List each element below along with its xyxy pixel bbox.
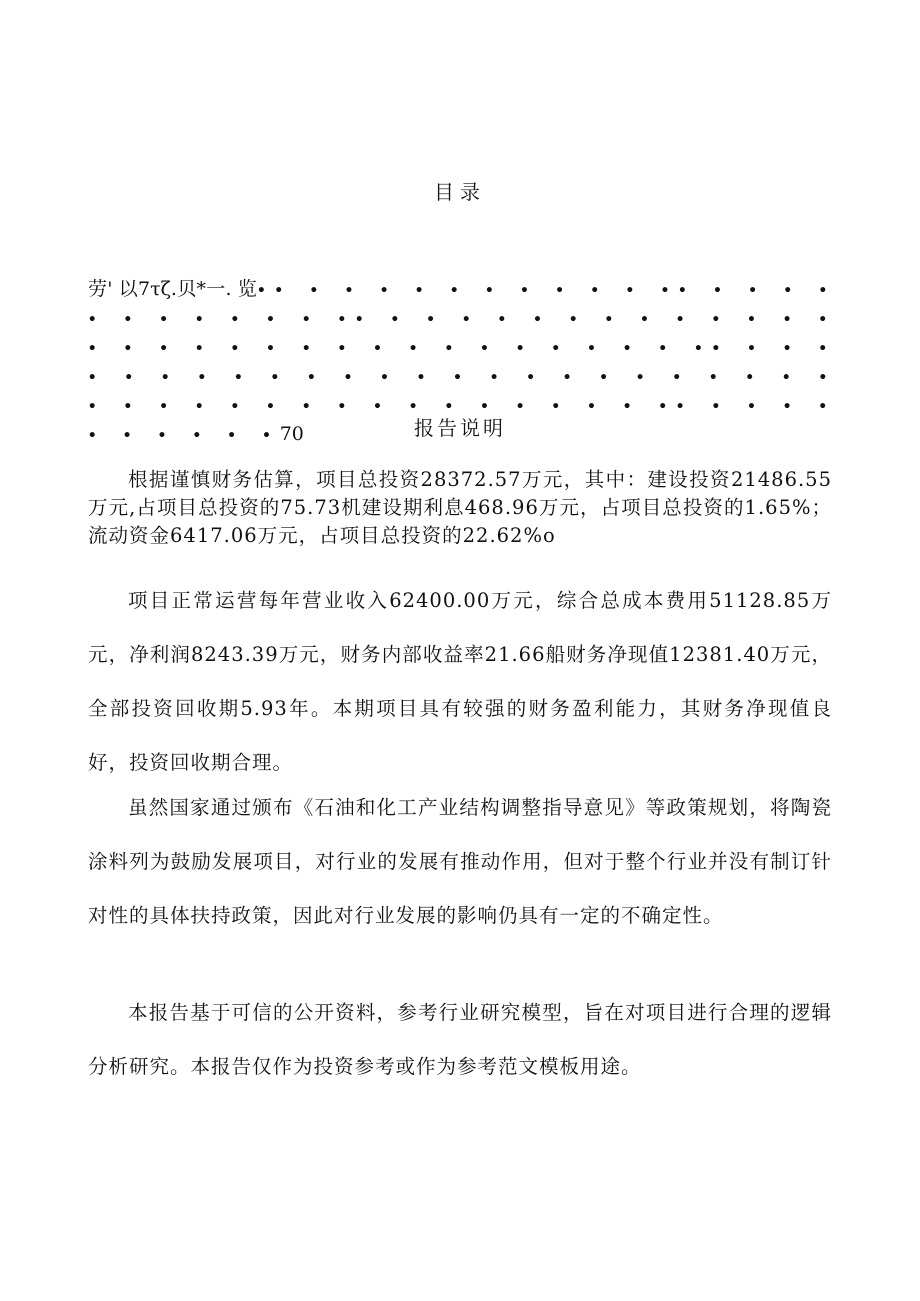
toc-title: 目录 <box>434 180 486 204</box>
paragraph-investment: 根据谨慎财务估算，项目总投资28372.57万元，其中：建设投资21486.55万元,占项目总投资的75.73机建设期利息468.96万元，占项目总投资的1.65%；流动资金6417.06万元，占项目总投资的22.62%o <box>88 468 832 547</box>
toc-dot-leader: •• • • • • • • • • • • •• • • • • • • • • • • • •• • • • • • • • • • • • • • • • • • • • • • • • • • • • • • • •• • • • • • • • • • • • • • • • • • • • • • • • • • • • • • • • • • • • • • • • • •• • • • • • • • • • • <box>88 283 836 444</box>
toc-entry-text: 劳' 以7τζ.贝*一. 览 <box>88 278 258 300</box>
section-title: 报告说明 <box>414 416 506 440</box>
paragraph-disclaimer: 本报告基于可信的公开资料，参考行业研究模型，旨在对项目进行合理的逻辑分析研究。本报告仅作为投资参考或作为参考范文模板用途。 <box>88 1001 832 1078</box>
toc-page-number: 70 <box>279 423 304 445</box>
paragraph-financials: 项目正常运营每年营业收入62400.00万元，综合总成本费用51128.85万元，净利润8243.39万元，财务内部收益率21.66船财务净现值12381.40万元，全部投资回收期5.93年。本期项目具有较强的财务盈利能力，其财务净现值良好，投资回收期合理。 <box>88 589 832 774</box>
paragraph-policy: 虽然国家通过颁布《石油和化工产业结构调整指导意见》等政策规划，将陶瓷涂料列为鼓励发展项目，对行业的发展有推动作用，但对于整个行业并没有制订针对性的具体扶持政策，因此对行业发展的影响仍具有一定的不确定性。 <box>88 796 832 927</box>
